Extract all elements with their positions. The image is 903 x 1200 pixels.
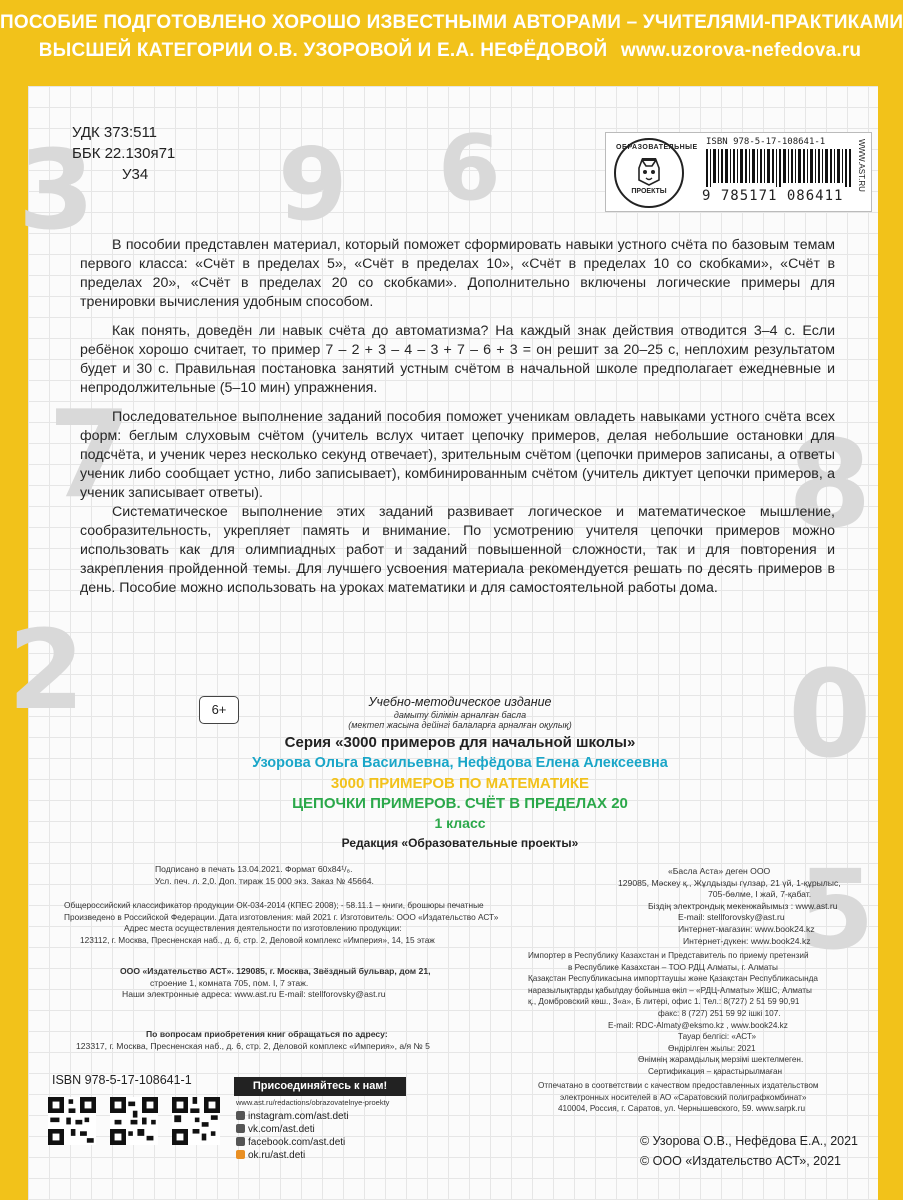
grade-label: 1 класс — [434, 815, 486, 831]
kz-line: «Басла Аста» деген ООО — [668, 866, 771, 876]
social-ok-label: ok.ru/ast.deti — [248, 1150, 306, 1161]
qr-code-icon[interactable] — [172, 1097, 220, 1145]
ghost-digits: 8 — [788, 416, 872, 555]
purchase-line: 123317, г. Москва, Пресненская наб., д. 6, стр. 2, Деловой комплекс «Империя», а/я № 5 — [76, 1040, 430, 1051]
age-rating-badge: 6+ — [199, 696, 239, 724]
description-text — [80, 503, 835, 598]
udk-code: УДК 373:511 — [72, 124, 158, 141]
importer-line: Импортер в Республику Казахстан и Представитель по приему претензий — [528, 951, 809, 960]
publisher-details — [120, 966, 431, 1001]
classification-codes — [72, 122, 175, 185]
ghost-digits: 0 — [788, 646, 872, 785]
barcode-icon — [706, 149, 851, 187]
importer-line: Өндірілген жылы: 2021 — [668, 1043, 756, 1053]
print-line: Подписано в печать 13.04.2021. Формат 60x84¹/₈. — [155, 864, 353, 874]
description-paragraph-3: Последовательное выполнение заданий пособия поможет ученикам овладеть навыками устного счёта всех форм: беглым слуховым счётом (учитель вслух читает цепочку примеров, делая небольшие остановки для подсчёта, и ученик через несколько секунд отвечает), зрительным счётом (цепочки примеров записаны, а ответы ученик либо сообщает устно, либо записывает), комбинированным счётом (учитель диктует цепочки примеров, а ученик записывает ответы). — [80, 409, 835, 501]
print-details — [155, 864, 374, 887]
publisher-logo — [614, 138, 698, 208]
editorial-label: Редакция «Образовательные проекты» — [341, 836, 579, 850]
social-vk-label: vk.com/ast.deti — [248, 1124, 315, 1135]
bottom-isbn: ISBN 978-5-17-108641-1 — [52, 1073, 192, 1087]
top-banner — [0, 0, 903, 86]
description-text — [80, 236, 835, 312]
ghost-digits: 9 — [278, 126, 348, 243]
social-links — [236, 1110, 349, 1162]
description-paragraph-1: В пособии представлен материал, который поможет сформировать навыки устного счёта по базовым темам первого класса: «Счёт в пределах 5», «Счёт в пределах 10», «Счёт в пределах 10 со скобками», «Счёт в пределах 20», «Счёт в пределах 20 со скобками». Дополнительно включены логические примеры для тренировки вычисления удобным способом. — [80, 237, 835, 310]
legal-details — [64, 900, 498, 946]
right-edge-band — [878, 86, 900, 1200]
social-instagram[interactable] — [236, 1110, 349, 1123]
importer-line: в Республике Казахстан – ТОО РДЦ Алматы, г. Алматы — [568, 962, 778, 972]
importer-line: Сертификация – қарастырылмаған — [648, 1066, 783, 1076]
kz-line: 705-бөлме, I жай, 7-қабат. — [708, 889, 812, 900]
importer-line: наразылықтарды қабылдау бойынша өкіл – «РДЦ-Алматы» ЖШС, Алматы — [528, 985, 812, 995]
ghost-digits: 7 — [48, 386, 132, 525]
legal-line: Произведено в Российской Федерации. Дата изготовления: май 2021 г. Изготовитель: ООО «Издательство АСТ» — [64, 911, 499, 922]
ghost-digits: 3 — [18, 126, 95, 254]
logo-text-bottom: ПРОЕКТЫ — [631, 188, 667, 195]
description-paragraph-4: Систематическое выполнение этих заданий развивает логическое и математическое мышление, сообразительность, укрепляет память и внимание. По усмотрению учителя цепочки примеров можно использовать как для олимпиадных работ и заданий повышенной сложности, так и для повторения и закрепления пройденной темы. Для лучшего усвоения материала рекомендуется решать по десять примеров в день. Пособие можно использовать на уроках математики и для самостоятельной работы дома. — [80, 504, 835, 596]
legal-line: Адрес места осуществления деятельности по изготовлению продукции: — [124, 923, 402, 934]
importer-line: E-mail: RDC-Almaty@eksmo.kz , www.book24.kz — [608, 1020, 788, 1030]
author-mark: У34 — [122, 166, 149, 183]
kz-line: E-mail: stellforovsky@ast.ru — [678, 912, 785, 923]
publisher-line: строение 1, комната 705, пом. I, 7 этаж. — [150, 977, 309, 988]
logo-text-top: ОБРАЗОВАТЕЛЬНЫЕ — [616, 144, 698, 151]
social-facebook[interactable] — [236, 1136, 349, 1149]
printer-line: 410004, Россия, г. Саратов, ул. Чернышевского, 59. www.sarpk.ru — [558, 1104, 806, 1114]
instagram-icon — [236, 1111, 245, 1120]
isbn-label: ISBN 978-5-17-108641-1 — [706, 137, 826, 147]
kz-publisher-details — [618, 866, 841, 947]
banner-url[interactable]: www.uzorova-nefedova.ru — [620, 40, 862, 61]
description-text — [80, 408, 835, 503]
authors-line: Узорова Ольга Васильевна, Нефёдова Елена Алексеевна — [252, 755, 668, 771]
copyright-publisher: © ООО «Издательство АСТ», 2021 — [640, 1154, 841, 1168]
cat-icon — [636, 158, 662, 186]
facebook-icon — [236, 1137, 245, 1146]
vk-icon — [236, 1124, 245, 1133]
vertical-site: WWW.AST.RU — [857, 139, 866, 192]
banner-line-1: ПОСОБИЕ ПОДГОТОВЛЕНО ХОРОШО ИЗВЕСТНЫМИ АВТОРАМИ – УЧИТЕЛЯМИ-ПРАКТИКАМИ — [0, 12, 903, 33]
ghost-digits: 5 — [798, 846, 875, 974]
purchase-details — [76, 1029, 430, 1052]
bbk-code: ББК 22.130я71 — [72, 145, 176, 162]
printer-line: Отпечатано в соответствии с качеством предоставленных издательством — [538, 1081, 819, 1090]
book-title-2: ЦЕПОЧКИ ПРИМЕРОВ. СЧЁТ В ПРЕДЕЛАХ 20 — [292, 795, 628, 812]
edition-type-kz-note: (мектеп жасына дейінгі балаларға арналған оқулық) — [348, 720, 572, 730]
edition-type: Учебно-методическое издание — [368, 695, 552, 709]
print-line: Усл. печ. л. 2,0. Доп. тираж 15 000 экз. Заказ № 45664. — [155, 875, 374, 886]
isbn-barcode-box — [605, 132, 872, 212]
redaction-link[interactable]: www.ast.ru/redactions/obrazovatelnye-proekty — [236, 1098, 390, 1107]
book-title-1: 3000 ПРИМЕРОВ ПО МАТЕМАТИКЕ — [330, 775, 590, 792]
ghost-digits: 6 — [438, 116, 501, 221]
ean-number: 9 785171 086411 — [702, 188, 844, 204]
kz-line: Біздің электрондық мекенжайымыз : www.ast.ru — [648, 900, 838, 911]
qr-code-icon[interactable] — [48, 1097, 96, 1145]
social-facebook-label: facebook.com/ast.deti — [248, 1137, 346, 1148]
publisher-line: ООО «Издательство АСТ». 129085, г. Москва, Звёздный бульвар, дом 21, — [120, 966, 431, 976]
importer-line: қ., Домбровский көш., 3«а», Б литері, офис 1. Тел.: 8(727) 2 51 59 90,91 — [528, 997, 800, 1007]
qr-code-icon[interactable] — [110, 1097, 158, 1145]
description-text — [80, 322, 835, 398]
importer-line: Тауар белгісі: «АСТ» — [678, 1032, 757, 1042]
social-vk[interactable] — [236, 1123, 349, 1136]
copyright-authors: © Узорова О.В., Нефёдова Е.А., 2021 — [640, 1134, 859, 1148]
join-us-banner: Присоединяйтесь к нам! — [234, 1077, 406, 1096]
social-instagram-label: instagram.com/ast.deti — [248, 1111, 349, 1122]
printer-line: электронных носителей в АО «Саратовский полиграфкомбинат» — [560, 1092, 807, 1102]
social-ok[interactable] — [236, 1149, 349, 1162]
importer-line: Өнімнің жарамдылық мерзімі шектелмеген. — [638, 1055, 804, 1065]
importer-details — [528, 950, 818, 1078]
series-title: Серия «3000 примеров для начальной школы» — [284, 734, 636, 751]
kz-line: Интернет-дүкен: www.book24.kz — [683, 935, 811, 946]
legal-line: 123112, г. Москва, Пресненская наб., д. 6, стр. 2, Деловой комплекс «Империя», 14, 15 этаж — [80, 934, 435, 945]
ok-icon — [236, 1150, 245, 1159]
printer-details — [538, 1080, 819, 1115]
importer-line: факс: 8 (727) 251 59 92 ішкі 107. — [658, 1008, 781, 1018]
ghost-digits: 2 — [8, 606, 85, 734]
edition-type-kz: дамыту білімін арналған басла — [393, 710, 527, 720]
importer-line: Қазақстан Республикасына импорттаушы және Қазақстан Республикасында — [528, 974, 818, 984]
publisher-line: Наши электронные адреса: www.ast.ru E-mail: stellforovsky@ast.ru — [122, 989, 386, 1000]
kz-line: Интернет-магазин: www.book24.kz — [678, 923, 815, 934]
legal-line: Общероссийский классификатор продукции ОК-034-2014 (КПЕС 2008); - 58.11.1 – книги, брошюры печатные — [64, 900, 484, 910]
kz-line: 129085, Мәскеу қ., Жұлдызды гүлзар, 21 үй, 1-құрылыс, — [618, 877, 841, 888]
purchase-line: По вопросам приобретения книг обращаться по адресу: — [146, 1029, 388, 1039]
banner-line-2 — [0, 40, 900, 62]
banner-authors-text: ВЫСШЕЙ КАТЕГОРИИ О.В. УЗОРОВОЙ И Е.А. НЕФЁДОВОЙ — [38, 40, 608, 61]
description-paragraph-2: Как понять, доведён ли навык счёта до автоматизма? На каждый знак действия отводится 3–4 с. Если ребёнок хорошо считает, то пример 7 – 2 + 3 – 4 – 3 + 7 – 6 + 3 = он решит за 20–25 с, неплохим результатом будет и 30 с. Правильная постановка занятий устным счётом в начальной школе предполагает ежедневные и непродолжительные (5–10 мин) упражнения. — [80, 323, 835, 396]
